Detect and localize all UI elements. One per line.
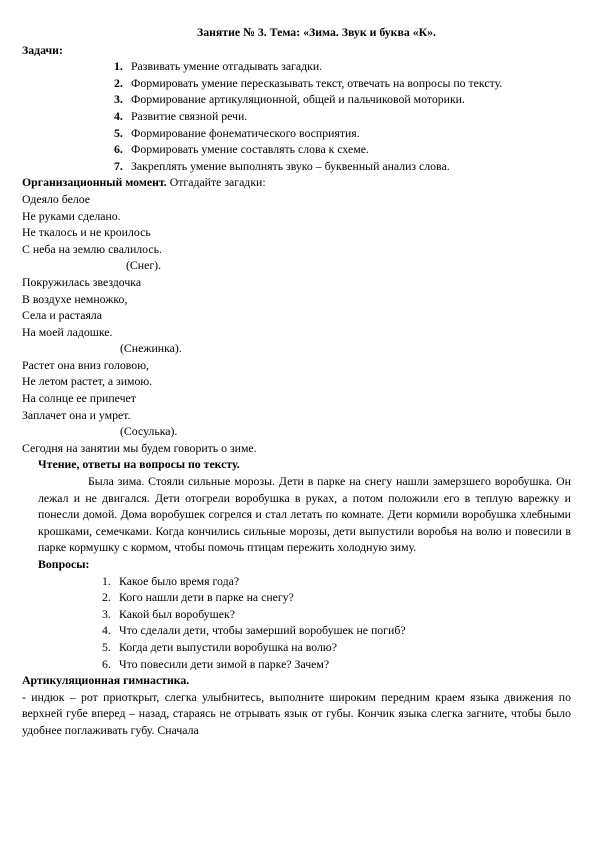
org-moment-heading: Организационный момент. bbox=[22, 175, 167, 190]
riddle-answer: (Снег). bbox=[126, 258, 162, 273]
question-number: 3. bbox=[102, 606, 111, 621]
question-number: 4. bbox=[102, 623, 111, 638]
tasks-heading: Задачи: bbox=[22, 42, 63, 57]
riddle-line: Одеяло белое bbox=[22, 191, 91, 206]
riddle-line: Заплачет она и умрет. bbox=[22, 407, 131, 422]
task-text: Развивать умение отгадывать загадки. bbox=[131, 59, 323, 74]
task-text: Формирование артикуляционной, общей и пальчиковой моторики. bbox=[131, 92, 465, 107]
riddle bbox=[22, 357, 571, 440]
riddle-line: Не летом растет, а зимою. bbox=[22, 374, 153, 389]
riddle-line: Не руками сделано. bbox=[22, 208, 121, 223]
question-item bbox=[22, 573, 571, 590]
riddle-line: С неба на землю свалилось. bbox=[22, 241, 162, 256]
question-text: Что повесили дети зимой в парке? Зачем? bbox=[119, 656, 330, 671]
question-number: 6. bbox=[102, 656, 111, 671]
task-text: Формировать умение пересказывать текст, отвечать на вопросы по тексту. bbox=[131, 75, 503, 90]
task-item bbox=[22, 158, 571, 175]
questions-heading: Вопросы: bbox=[38, 557, 90, 571]
riddle-line: На моей ладошке. bbox=[22, 324, 113, 339]
questions-list bbox=[22, 573, 571, 673]
task-number: 6. bbox=[114, 142, 123, 157]
articulation-heading: Артикуляционная гимнастика. bbox=[22, 673, 190, 688]
task-text: Развитие связной речи. bbox=[131, 108, 248, 123]
task-item bbox=[22, 91, 571, 108]
question-item bbox=[22, 606, 571, 623]
riddle-line: Покружилась звездочка bbox=[22, 274, 142, 289]
riddle-line: Не ткалось и не кроилось bbox=[22, 225, 151, 240]
question-number: 2. bbox=[102, 590, 111, 605]
riddle-line: На солнце ее припечет bbox=[22, 391, 136, 406]
question-item bbox=[22, 639, 571, 656]
riddle-line: Растет она вниз головою, bbox=[22, 357, 149, 372]
question-text: Когда дети выпустили воробушка на волю? bbox=[119, 639, 337, 654]
org-moment bbox=[22, 174, 571, 191]
task-number: 5. bbox=[114, 125, 123, 140]
question-item bbox=[22, 622, 571, 639]
question-text: Какой был воробушек? bbox=[119, 606, 235, 621]
task-number: 7. bbox=[114, 158, 123, 173]
task-number: 4. bbox=[114, 108, 123, 123]
task-number: 2. bbox=[114, 75, 123, 90]
question-text: Кого нашли дети в парке на снегу? bbox=[119, 590, 294, 605]
task-item bbox=[22, 75, 571, 92]
task-item bbox=[22, 125, 571, 142]
task-number: 1. bbox=[114, 59, 123, 74]
riddle bbox=[22, 191, 571, 274]
riddle bbox=[22, 274, 571, 357]
question-text: Что сделали дети, чтобы замерший воробушек не погиб? bbox=[119, 623, 406, 638]
question-number: 5. bbox=[102, 639, 111, 654]
task-item bbox=[22, 108, 571, 125]
today-text: Сегодня на занятии мы будем говорить о зиме. bbox=[22, 440, 257, 455]
riddle-answer: (Сосулька). bbox=[120, 424, 178, 439]
question-text: Какое было время года? bbox=[119, 573, 240, 588]
articulation-text: - индюк – рот приоткрыт, слегка улыбнитесь, выполните широким передним краем языка движения по верхней губе вперед – назад, стараясь не отрывать язык от губы. Кончик языка слегка загните, чтобы было удобнее поглаживать губу. Сначала bbox=[22, 689, 571, 737]
question-item bbox=[22, 589, 571, 606]
task-number: 3. bbox=[114, 92, 123, 107]
question-number: 1. bbox=[102, 573, 111, 588]
reading-heading: Чтение, ответы на вопросы по тексту. bbox=[38, 457, 240, 472]
task-text: Формирование фонематического восприятия. bbox=[131, 125, 360, 140]
page-title: Занятие № 3. Тема: «Зима. Звук и буква «К». bbox=[197, 25, 436, 39]
tasks-list bbox=[22, 58, 571, 174]
org-moment-text: Отгадайте загадки: bbox=[166, 175, 266, 190]
story-text: Была зима. Стояли сильные морозы. Дети в парке на снегу нашли замерзшего воробушка. Он лежал и не двигался. Дети отогрели воробушка в руках, а потом положили его в теплую варежку и понесли домой. Дома воробушек согрелся и стал летать по комнате. Дети кормили воробушка хлебными крошками, семечками. Когда кончились сильные морозы, дети выпустили воробья на волю и повесили в парке кормушку с кормом, чтобы помочь птицам пережить холодную зиму. bbox=[38, 474, 571, 555]
question-item bbox=[22, 656, 571, 673]
task-text: Формировать умение составлять слова к схеме. bbox=[131, 142, 369, 157]
riddle-line: Села и растаяла bbox=[22, 308, 103, 323]
riddle-answer: (Снежинка). bbox=[120, 341, 182, 356]
task-item bbox=[22, 58, 571, 75]
riddle-line: В воздухе немножко, bbox=[22, 291, 128, 306]
task-text: Закреплять умение выполнять звуко – буквенный анализ слова. bbox=[131, 158, 450, 173]
task-item bbox=[22, 141, 571, 158]
